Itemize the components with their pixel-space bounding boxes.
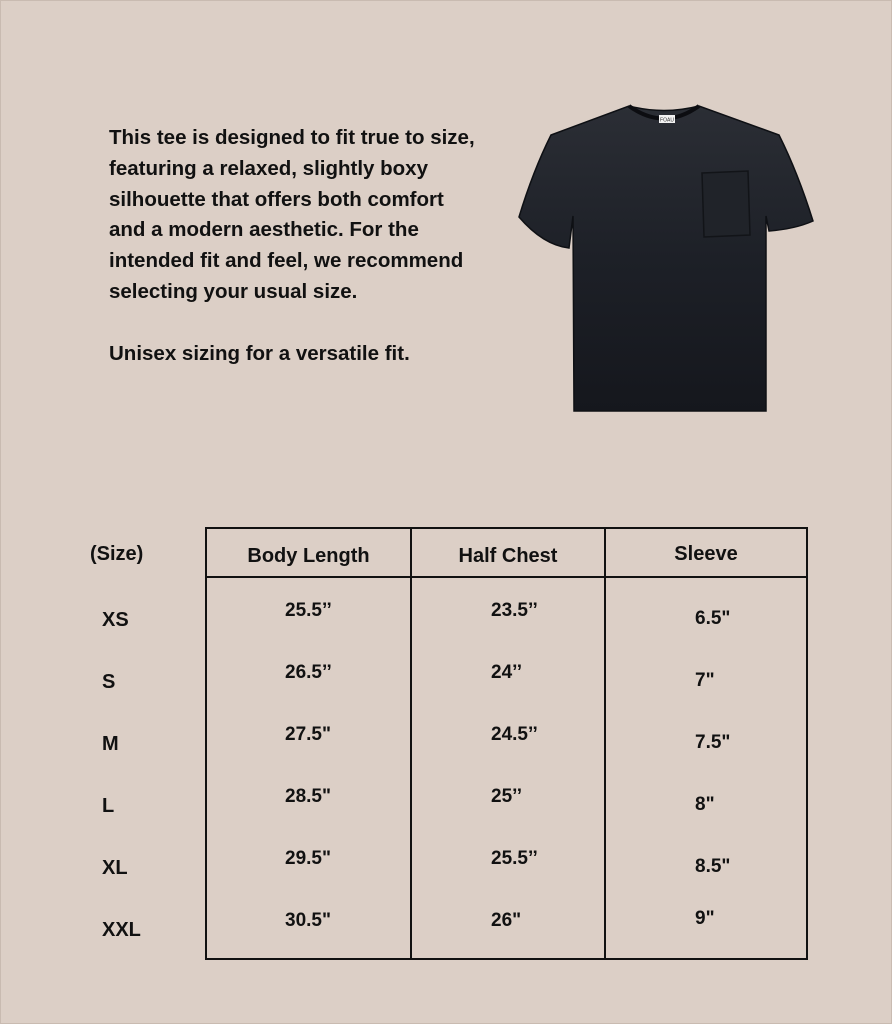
fit-description-text: This tee is designed to fit true to size, featuring a relaxed, slightly boxy silhouette that offers both comfort and a modern aesthetic. For the intended fit and feel, we recommend selecting your usual size. (109, 126, 475, 303)
neck-label-text: FOAU (660, 117, 674, 124)
body-length-cell: 26.5’’ (285, 662, 332, 683)
column-divider (410, 529, 412, 958)
header-divider (207, 576, 806, 578)
size-column-header: (Size) (90, 543, 144, 565)
tshirt-icon (513, 101, 815, 413)
column-divider (604, 529, 606, 958)
half-chest-cell: 25’’ (491, 786, 522, 807)
half-chest-cell: 23.5’’ (491, 600, 538, 621)
sleeve-cell: 9" (695, 908, 715, 929)
column-header-sleeve: Sleeve (674, 543, 738, 565)
sleeve-cell: 8" (695, 794, 715, 815)
body-length-cell: 27.5" (285, 724, 331, 745)
sleeve-cell: 8.5" (695, 856, 731, 877)
body-length-cell: 30.5" (285, 910, 331, 931)
size-chart-table (205, 527, 808, 960)
body-length-cell: 29.5" (285, 848, 331, 869)
sleeve-cell: 6.5" (695, 608, 731, 629)
size-label: L (102, 795, 115, 817)
size-label: XXL (102, 919, 141, 941)
fit-description (109, 123, 479, 370)
sleeve-cell: 7.5" (695, 732, 731, 753)
half-chest-cell: 25.5’’ (491, 848, 538, 869)
body-length-cell: 25.5’’ (285, 600, 332, 621)
half-chest-cell: 26" (491, 910, 522, 931)
body-length-cell: 28.5" (285, 786, 331, 807)
sleeve-cell: 7" (695, 670, 715, 691)
size-label: XL (102, 857, 128, 879)
half-chest-cell: 24.5’’ (491, 724, 538, 745)
size-label: S (102, 671, 116, 693)
column-header-body-length: Body Length (247, 545, 370, 567)
size-label: M (102, 733, 119, 755)
column-header-half-chest: Half Chest (458, 545, 558, 567)
size-label: XS (102, 609, 129, 631)
unisex-note: Unisex sizing for a versatile fit. (109, 341, 410, 365)
half-chest-cell: 24’’ (491, 662, 522, 683)
